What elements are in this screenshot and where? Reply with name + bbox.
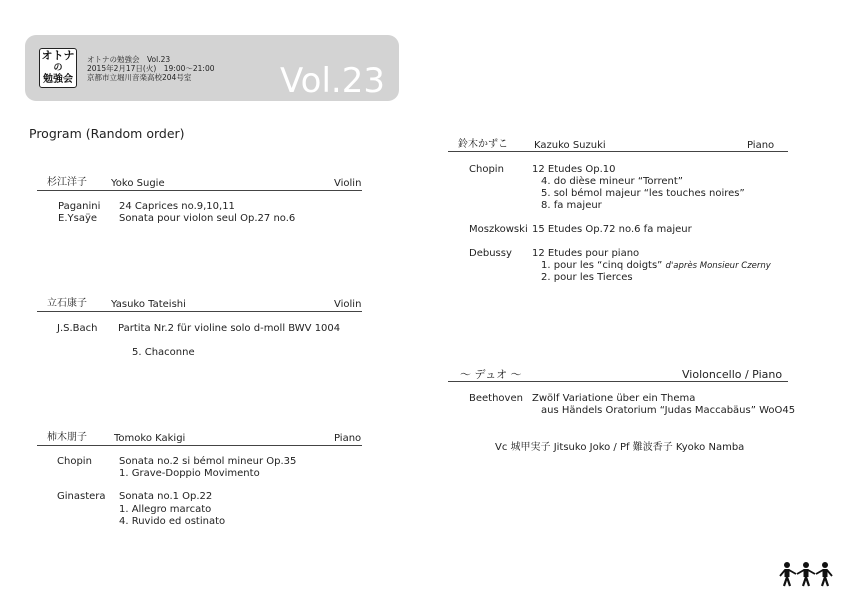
performer-instrument: Piano <box>747 140 775 151</box>
section-divider <box>37 445 362 446</box>
work-title: 15 Etudes Op.72 no.6 fa majeur <box>532 224 692 235</box>
performer-name-ja: 立石康子 <box>47 298 87 309</box>
duo-instruments: Violoncello / Piano <box>682 368 783 381</box>
composer: E.Ysaÿe <box>58 213 98 224</box>
etude-item: 5. sol bémol majeur “les touches noires” <box>541 188 745 199</box>
performer-name-ja: 柿木朋子 <box>47 432 87 443</box>
movement: 5. Chaconne <box>132 347 195 358</box>
movement: 1. Allegro marcato <box>119 504 212 515</box>
performer-name-en: Tomoko Kakigi <box>114 433 186 444</box>
performer-name-ja: 杉江洋子 <box>47 177 87 188</box>
header-banner <box>25 35 399 101</box>
performer-name-ja: 鈴木かずこ <box>458 139 508 150</box>
section-divider <box>37 311 362 312</box>
work-title: Partita Nr.2 für violine solo d-moll BWV 1004 <box>118 323 341 334</box>
logo <box>39 48 77 88</box>
composer: Debussy <box>469 248 512 259</box>
work-title: 12 Etudes pour piano <box>532 248 640 259</box>
movement: 4. Ruvido ed ostinato <box>119 516 226 527</box>
performer-instrument: Piano <box>334 433 362 444</box>
performer-instrument: Violin <box>334 299 362 310</box>
event-venue: 京都市立堀川音楽高校204号室 <box>87 73 192 82</box>
event-datetime: 2015年2月17日(火) 19:00～21:00 <box>87 64 215 73</box>
performer-instrument: Violin <box>334 178 362 189</box>
work-title: Sonata pour violon seul Op.27 no.6 <box>119 213 296 224</box>
program-title: Program (Random order) <box>29 126 185 141</box>
movement: 1. Grave-Doppio Movimento <box>119 468 260 479</box>
etude-item-note: d'après Monsieur Czerny <box>665 261 771 271</box>
composer: Chopin <box>57 456 92 467</box>
etude-item: 4. do dièse mineur “Torrent” <box>541 176 683 187</box>
work-title: Sonata no.1 Op.22 <box>119 491 213 502</box>
composer: Ginastera <box>57 491 106 502</box>
etude-item-title: 1. pour les “cinq doigts” <box>541 260 663 271</box>
section-divider <box>448 151 788 152</box>
duo-performers: Vc 城甲実子 Jitsuko Joko / Pf 難波香子 Kyoko Namba <box>495 442 745 453</box>
etude-item: 8. fa majeur <box>541 200 602 211</box>
composer: J.S.Bach <box>57 323 98 334</box>
performer-name-en: Yasuko Tateishi <box>111 299 186 310</box>
section-divider <box>448 381 788 382</box>
etude-item <box>541 260 771 272</box>
composer: Paganini <box>58 201 101 212</box>
work-subtitle: aus Händels Oratorium “Judas Maccabäus” WoO45 <box>541 405 796 416</box>
performer-name-en: Kazuko Suzuki <box>534 140 606 151</box>
volume-number: Vol.23 <box>280 61 385 101</box>
section-divider <box>37 190 362 191</box>
logo-line: 勉強会 <box>43 74 73 85</box>
work-title: 24 Caprices no.9,10,11 <box>119 201 235 212</box>
work-title: Zwölf Variatione über ein Thema <box>532 393 696 404</box>
logo-line: オトナ <box>41 49 75 62</box>
event-title: オトナの勉強会 Vol.23 <box>87 55 171 64</box>
etude-item: 2. pour les Tierces <box>541 272 633 283</box>
work-title: Sonata no.2 si bémol mineur Op.35 <box>119 456 297 467</box>
work-title: 12 Etudes Op.10 <box>532 164 616 175</box>
composer: Chopin <box>469 164 504 175</box>
duo-title: ～ デュオ ～ <box>460 368 522 381</box>
composer: Moszkowski <box>469 224 528 235</box>
logo-line: の <box>53 63 63 73</box>
performer-name-en: Yoko Sugie <box>111 178 165 189</box>
composer: Beethoven <box>469 393 523 404</box>
event-info <box>87 55 214 82</box>
people-icon <box>779 561 833 587</box>
